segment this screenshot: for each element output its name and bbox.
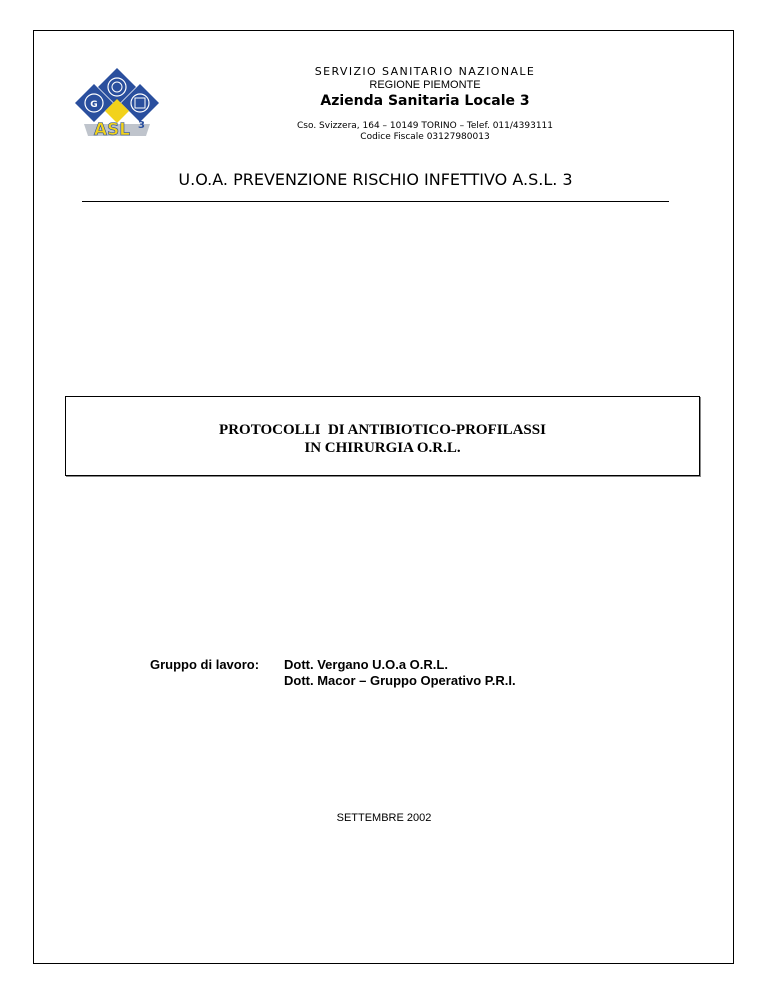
service-title: SERVIZIO SANITARIO NAZIONALE: [314, 65, 536, 78]
fiscal-code: Codice Fiscale 03127980013: [360, 132, 490, 142]
region-name: REGIONE PIEMONTE: [369, 79, 481, 91]
address-line: Cso. Svizzera, 164 – 10149 TORINO – Telef. 011/4393111: [297, 121, 553, 131]
protocol-title-box: [65, 396, 700, 476]
working-group-label: Gruppo di lavoro:: [150, 657, 260, 672]
protocol-title-line-1: PROTOCOLLI DI ANTIBIOTICO-PROFILASSI: [219, 422, 546, 438]
logo-superscript: 3: [138, 120, 145, 131]
asl-name: Azienda Sanitaria Locale 3: [320, 93, 530, 109]
working-group-member: Dott. Vergano U.O.a O.R.L.: [284, 657, 448, 672]
logo-text: ASL: [93, 120, 131, 138]
working-group-member: Dott. Macor – Gruppo Operativo P.R.I.: [284, 673, 516, 688]
asl-logo: [72, 66, 162, 138]
svg-text:G: G: [90, 100, 98, 110]
unit-title: U.O.A. PREVENZIONE RISCHIO INFETTIVO A.S.L. 3: [178, 170, 573, 189]
document-date: SETTEMBRE 2002: [336, 812, 432, 824]
protocol-title-line-2: IN CHIRURGIA O.R.L.: [304, 440, 461, 456]
divider: [82, 201, 669, 202]
